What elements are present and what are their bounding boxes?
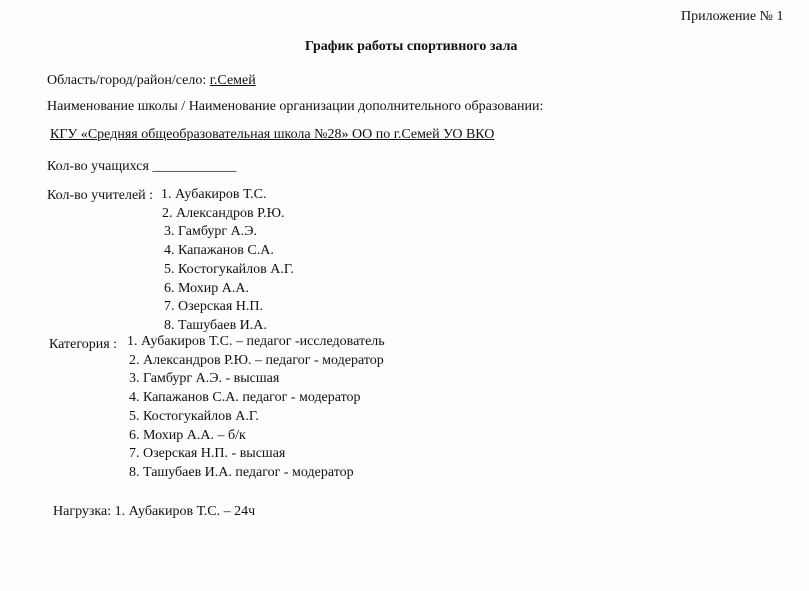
- region-line: [47, 72, 256, 90]
- workload-value: 1. Аубакиров Т.С. – 24ч: [114, 504, 256, 519]
- list-item: 2. Александров Р.Ю.: [162, 205, 285, 221]
- students-label: Кол-во учащихся: [47, 159, 149, 174]
- region-label: Область/город/район/село:: [47, 73, 207, 88]
- school-name: КГУ «Средняя общеобразовательная школа №28» ОО по г.Семей УО ВКО: [50, 127, 495, 142]
- document-title: График работы спортивного зала: [305, 39, 518, 54]
- workload-label: Нагрузка:: [53, 504, 112, 519]
- list-item: 4. Капажанов С.А.: [164, 243, 274, 259]
- list-item: 8. Ташубаев И.А. педагог - модератор: [129, 464, 354, 480]
- list-item: 5. Костогукайлов А.Г.: [129, 408, 259, 424]
- students-line: [47, 158, 236, 176]
- workload-line: [53, 503, 255, 521]
- appendix-label: Приложение № 1: [681, 9, 784, 24]
- category-list: [127, 333, 385, 483]
- region-value: г.Семей: [209, 73, 256, 88]
- teachers-list: [161, 186, 294, 336]
- list-item: 8. Ташубаев И.А.: [164, 317, 267, 333]
- list-item: 4. Капажанов С.А. педагог - модератор: [129, 390, 361, 406]
- list-item: 3. Гамбург А.Э. - высшая: [129, 371, 280, 387]
- list-item: 5. Костогукайлов А.Г.: [164, 261, 294, 277]
- list-item: 2. Александров Р.Ю. – педагог - модератор: [129, 352, 384, 368]
- list-item: 7. Озерская Н.П. - высшая: [129, 446, 286, 462]
- teachers-label: Кол-во учителей :: [47, 188, 154, 203]
- list-item: 1. Аубакиров Т.С.: [161, 187, 267, 202]
- list-item: 7. Озерская Н.П.: [164, 299, 264, 315]
- students-blank: ____________: [152, 159, 237, 174]
- list-item: 6. Мохир А.А.: [164, 280, 249, 296]
- category-label: Категория :: [49, 337, 118, 352]
- list-item: 6. Мохир А.А. – б/к: [129, 427, 246, 443]
- school-label: Наименование школы / Наименование организации дополнительного образовании:: [47, 99, 544, 114]
- list-item: 1. Аубакиров Т.С. – педагог -исследователь: [127, 334, 385, 349]
- list-item: 3. Гамбург А.Э.: [164, 224, 258, 240]
